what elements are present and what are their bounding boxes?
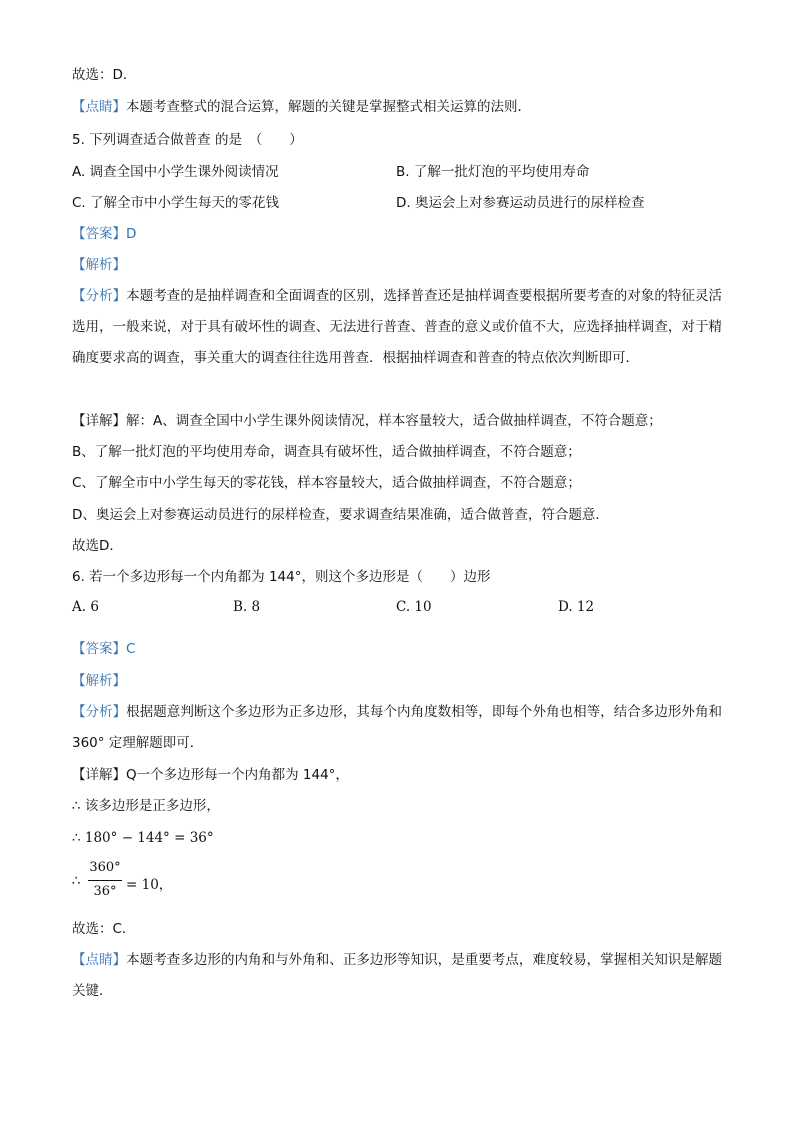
comment-text: 本题考查整式的混合运算，解题的关键是掌握整式相关运算的法则． (126, 99, 531, 115)
q5-option-c: C. 了解全市中小学生每天的零花钱 (72, 195, 280, 211)
q5-detail-2: B、了解一批灯泡的平均使用寿命，调查具有破坏性，适合做抽样调查，不符合题意； (72, 444, 581, 460)
q6-detail-2: ∴ 该多边形是正多边形， (72, 798, 220, 814)
q5-analysis-heading: 【解析】 (72, 257, 126, 273)
q5-conclusion: 故选D． (72, 538, 123, 554)
analysis-text: 根据题意判断这个多边形为正多边形，其每个内角度数相等，即每个外角也相等，结合多边形外角和 360° 定理解题即可． (72, 704, 723, 751)
fraction-denominator: 36° (93, 884, 117, 899)
fraction-result: = 10， (126, 877, 173, 893)
detail-text-1: 【详解】解：A、调查全国中小学生课外阅读情况，样本容量较大，适合做抽样调查，不符合题意； (72, 413, 662, 429)
comment-tag: 【点睛】 (72, 952, 127, 968)
q6-answer: 【答案】C (72, 641, 136, 657)
comment-text: 本题考查多边形的内角和与外角和、正多边形等知识，是重要考点，难度较易，掌握相关知识是解题关键． (72, 952, 723, 999)
q5-analysis (72, 281, 722, 374)
q6-detail-3: ∴ 180° − 144° = 36° (72, 830, 214, 846)
q5-option-a: A. 调查全国中小学生课外阅读情况 (72, 164, 279, 180)
q6-conclusion: 故选：C． (72, 921, 136, 937)
q5-detail-4: D、奥运会上对参赛运动员进行的尿样检查，要求调查结果准确，适合做普查，符合题意． (72, 507, 609, 523)
comment-prev (72, 98, 531, 116)
fraction-numerator: 360° (89, 860, 121, 875)
q5-option-b: B. 了解一批灯泡的平均使用寿命 (396, 164, 590, 180)
question-6: 6. 若一个多边形每一个内角都为 144°，则这个多边形是（ ）边形 (72, 569, 491, 585)
q5-detail-3: C、了解全市中小学生每天的零花钱，样本容量较大，适合做抽样调查，不符合题意； (72, 475, 581, 491)
q5-detail-1 (72, 412, 662, 430)
analysis-tag: 【分析】 (72, 704, 127, 720)
q5-option-d: D. 奥运会上对参赛运动员进行的尿样检查 (396, 195, 645, 211)
q6-detail-1: 【详解】Q一个多边形每一个内角都为 144°， (72, 767, 349, 783)
q5-answer: 【答案】D (72, 226, 137, 242)
fraction-expression (72, 860, 232, 904)
q6-analysis-heading: 【解析】 (72, 673, 126, 689)
therefore-symbol: ∴ (72, 873, 81, 889)
q6-option-c: C. 10 (396, 599, 432, 615)
q6-comment (72, 945, 722, 1007)
analysis-tag: 【分析】 (72, 288, 127, 304)
comment-tag: 【点睛】 (72, 99, 126, 115)
conclusion-prev: 故选：D． (72, 67, 137, 83)
fraction-bar (88, 880, 122, 881)
q6-option-a: A. 6 (72, 599, 99, 615)
analysis-text: 本题考查的是抽样调查和全面调查的区别，选择普查还是抽样调查要根据所要考查的对象的特征灵活选用，一般来说，对于具有破坏性的调查、无法进行普查、普查的意义或价值不大，应选择抽样调查，对于精确度要求高的调查，事关重大的调查往往选用普查．根据抽样调查和普查的特点依次判断即可． (72, 288, 723, 366)
q6-option-b: B. 8 (233, 599, 261, 615)
question-5: 5. 下列调查适合做普查 的是 （ ） (72, 132, 303, 148)
q6-analysis (72, 697, 722, 759)
q6-option-d: D. 12 (558, 599, 595, 615)
